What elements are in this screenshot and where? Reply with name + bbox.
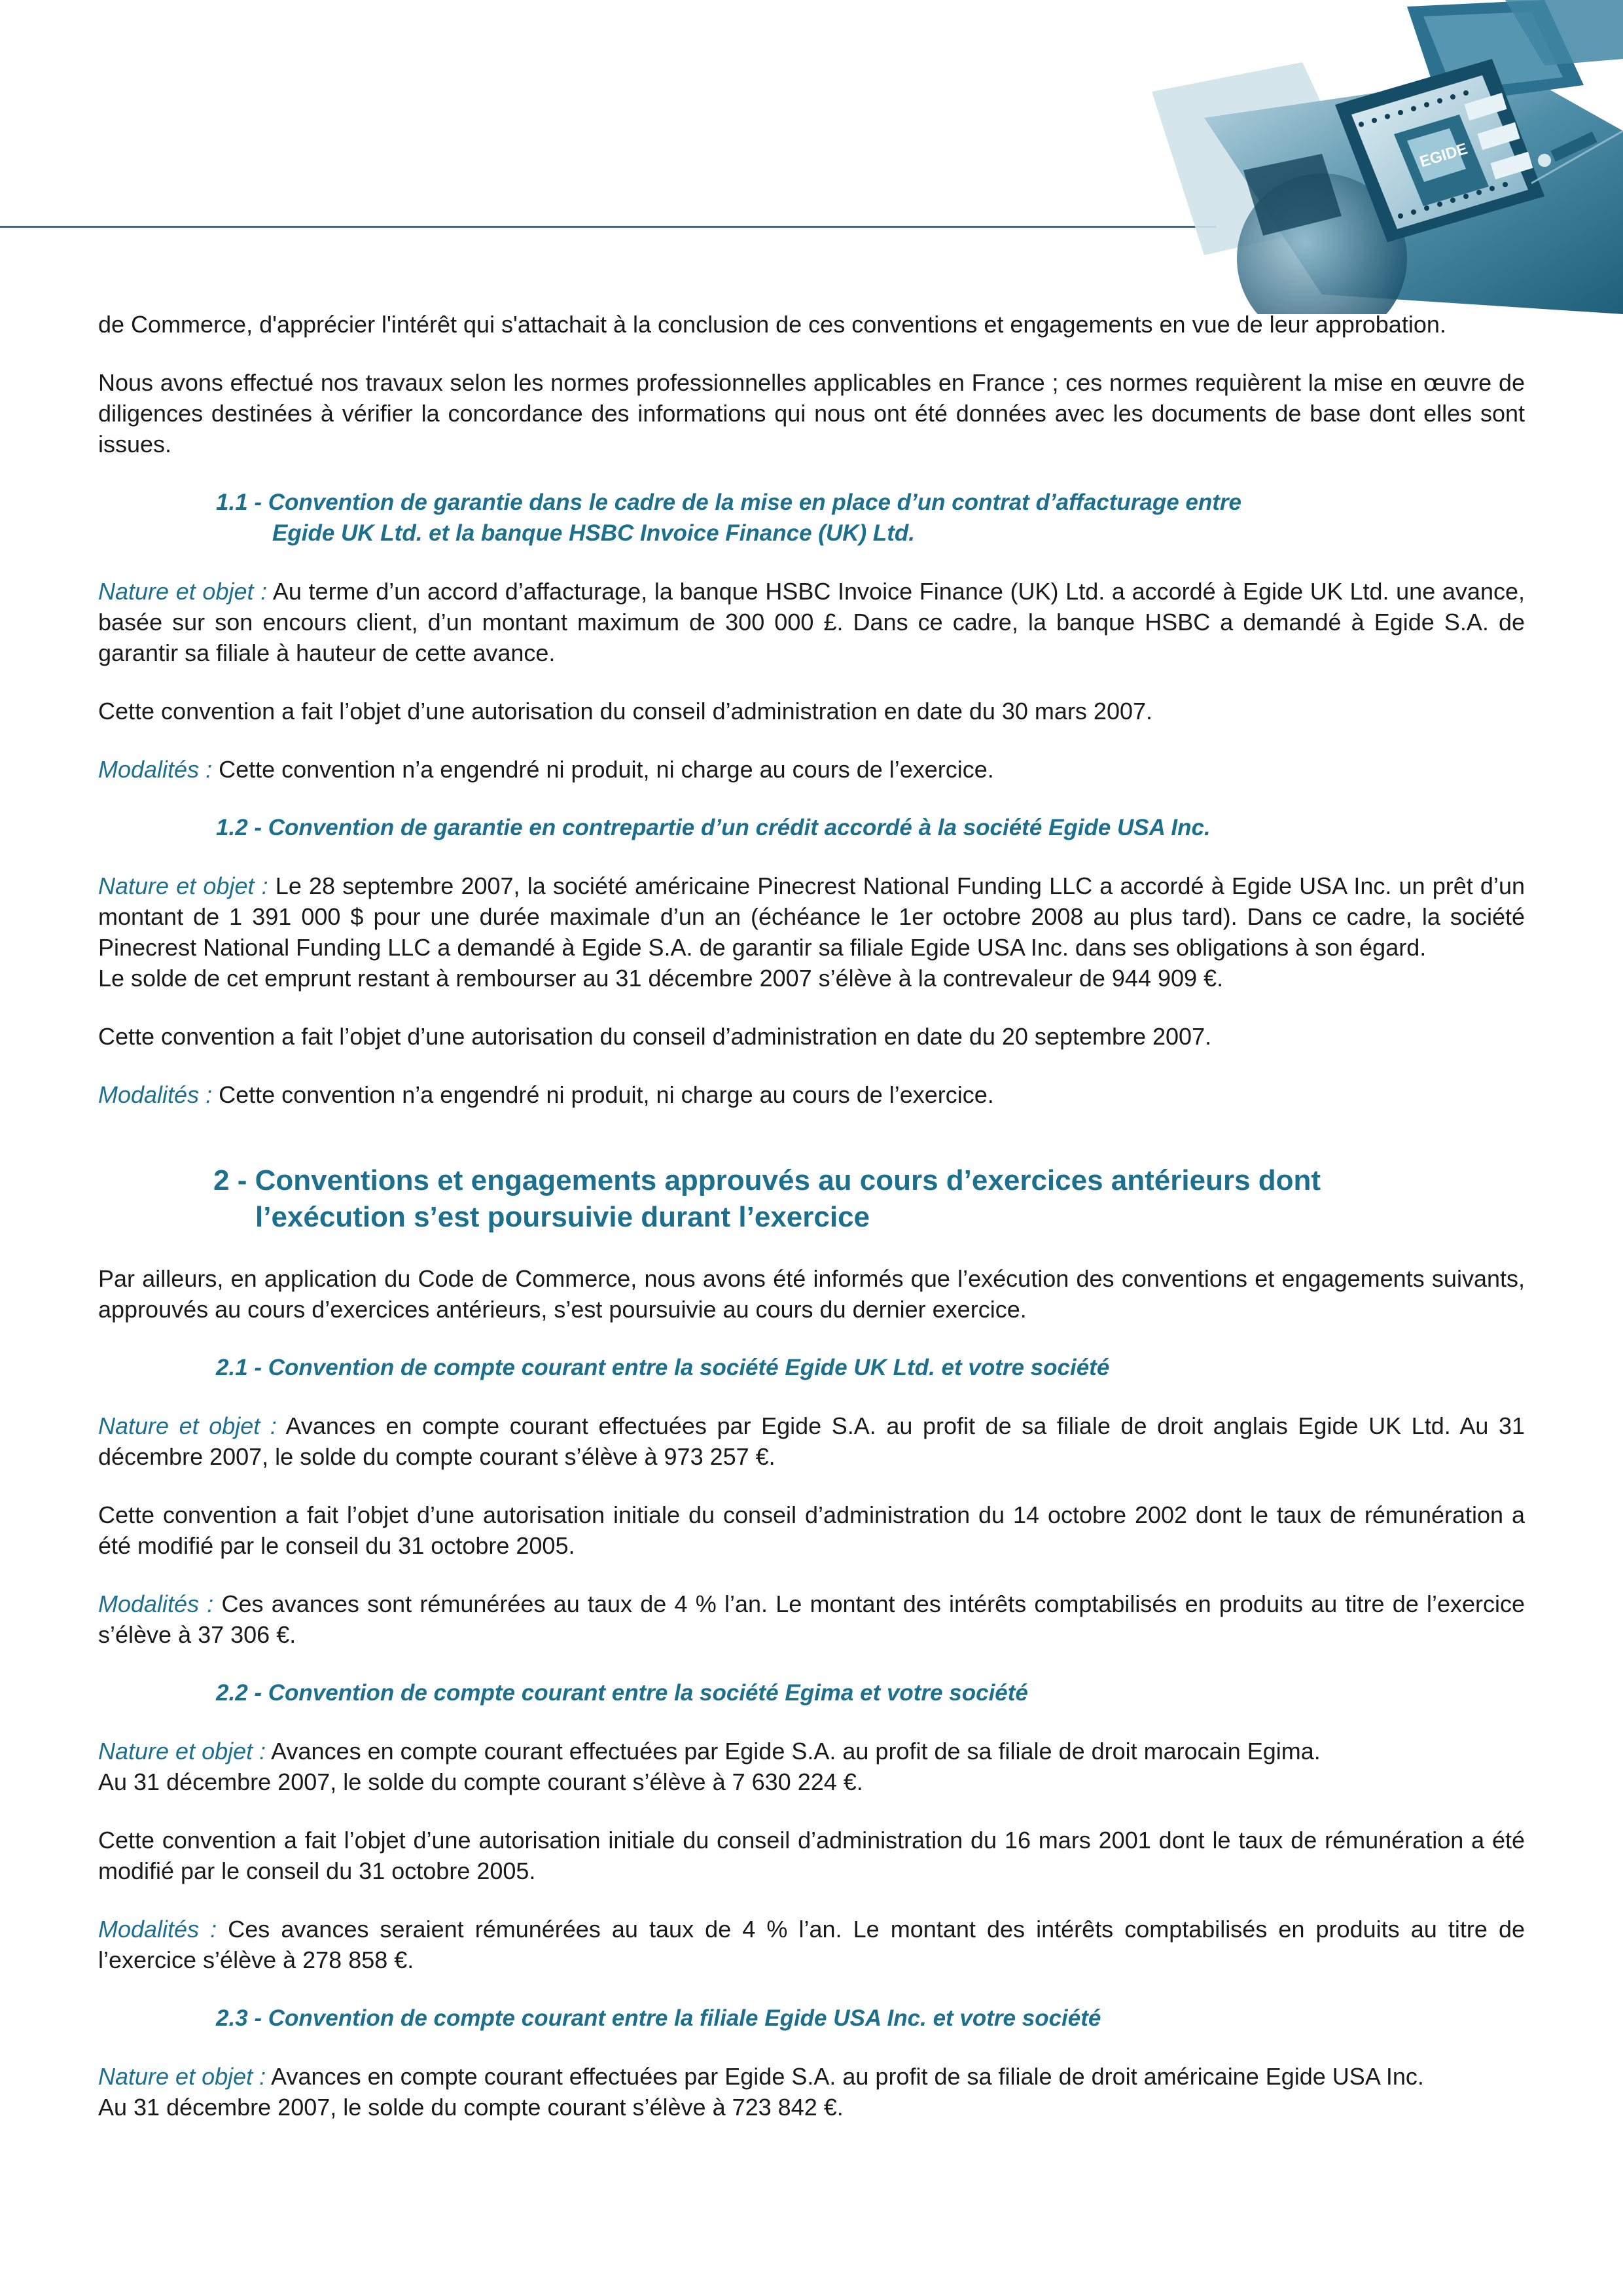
s2-1-nature-text: Avances en compte courant effectuées par Egide S.A. au profit de sa filiale de droit anglais Egide UK Ltd. Au 31 décembre 2007, le solde du compte courant s’élève à 973 257 €. [98,1412,1525,1470]
heading-1-1-line2: Egide UK Ltd. et la banque HSBC Invoice Finance (UK) Ltd. [272,520,916,546]
nature-label: Nature et objet : [98,578,268,605]
heading-2-3: 2.3 - Convention de compte courant entre la filiale Egide USA Inc. et votre société [216,2005,1101,2031]
s1-1-nature-text: Au terme d’un accord d’affacturage, la banque HSBC Invoice Finance (UK) Ltd. a accordé à Egide UK Ltd. une avance, basée sur son encours client, d’un montant maximum de 300 000 £. Dans ce cadre, la banque HSBC a demandé à Egide S.A. de garantir sa filiale à hauteur de cette avance. [98,578,1525,666]
s1-1-autorisation: Cette convention a fait l’objet d’une autorisation du conseil d’administration en date du 30 mars 2007. [98,698,1153,725]
s2-2-autorisation: Cette convention a fait l’objet d’une autorisation initiale du conseil d’administration du 16 mars 2001 dont le taux de rémunération a été modifié par le conseil du 31 octobre 2005. [98,1827,1525,1884]
s2-1-nature [98,1410,1525,1472]
s1-1-nature [98,576,1525,668]
modalites-label: Modalités : [98,1081,213,1108]
s2-2-nature-text: Avances en compte courant effectuées par Egide S.A. au profit de sa filiale de droit marocain Egima. [266,1738,1321,1765]
s1-2-modalites-text: Cette convention n’a engendré ni produit, ni charge au cours de l’exercice. [212,1081,994,1108]
modalites-label: Modalités : [98,756,213,783]
section-2-intro: Par ailleurs, en application du Code de Commerce, nous avons été informés que l’exécution des conventions et engagements suivants, approuvés au cours d’exercices antérieurs, s’est poursuivie au cours du dernier exercice. [98,1265,1525,1323]
heading-2-2: 2.2 - Convention de compte courant entre la société Egima et votre société [216,1680,1028,1706]
intro-paragraph: de Commerce, d'apprécier l'intérêt qui s'attachait à la conclusion de ces conventions et engagements en vue de leur approbation. [98,311,1446,338]
heading-1-1-line1: 1.1 - Convention de garantie dans le cadre de la mise en place d’un contrat d’affacturage entre [216,490,1242,515]
heading-1-2: 1.2 - Convention de garantie en contrepartie d’un crédit accordé à la société Egide USA Inc. [216,815,1211,840]
section-2-heading-line2: l’exécution s’est poursuivie durant l’exercice [255,1201,870,1233]
s1-2-nature [98,870,1525,963]
egide-logo-text: EGIDE [1418,139,1470,171]
heading-2-1: 2.1 - Convention de compte courant entre la société Egide UK Ltd. et votre société [216,1355,1110,1380]
s2-2-modalites-text: Ces avances seraient rémunérées au taux de 4 % l’an. Le montant des intérêts comptabilisés en produits au titre de l’exercice s’élève à 278 858 €. [98,1916,1525,1973]
section-2-heading [213,1162,1525,1236]
s2-2-solde: Au 31 décembre 2007, le solde du compte courant s’élève à 7 630 224 €. [98,1768,863,1795]
document-body [98,309,1525,2150]
s2-3-nature-text: Avances en compte courant effectuées par Egide S.A. au profit de sa filiale de droit américaine Egide USA Inc. [266,2063,1424,2090]
s1-2-nature-text: Le 28 septembre 2007, la société américaine Pinecrest National Funding LLC a accordé à Egide USA Inc. un prêt d’un montant de 1 391 000 $ pour une durée maximale d’un an (échéance le 1er octobre 2008 au plus tard). Dans ce cadre, la société Pinecrest National Funding LLC a demandé à Egide S.A. de garantir sa filiale Egide USA Inc. dans ses obligations à son égard. [98,872,1525,961]
s1-1-modalites-text: Cette convention n’a engendré ni produit, ni charge au cours de l’exercice. [212,756,994,783]
work-paragraph: Nous avons effectué nos travaux selon les normes professionnelles applicables en France ; ces normes requièrent la mise en œuvre de diligences destinées à vérifier la concordance des informations qui nous ont été données avec les documents de base dont elles sont issues. [98,369,1525,457]
nature-label: Nature et objet : [98,2063,266,2090]
nature-label: Nature et objet : [98,872,268,899]
nature-label: Nature et objet : [98,1738,266,1765]
heading-1-1 [216,487,1525,548]
egide-banner-illustration [1126,0,1623,314]
s1-2-modalites [98,1079,1525,1110]
modalites-label: Modalités : [98,1590,214,1617]
nature-label: Nature et objet : [98,1412,277,1439]
s2-2-modalites [98,1914,1525,1975]
s1-2-solde: Le solde de cet emprunt restant à rembourser au 31 décembre 2007 s’élève à la contrevaleur de 944 909 €. [98,965,1224,992]
s2-1-modalites [98,1588,1525,1650]
s1-1-modalites [98,754,1525,785]
s2-3-nature [98,2061,1525,2092]
header-rule [0,226,1216,228]
s1-2-autorisation: Cette convention a fait l’objet d’une autorisation du conseil d’administration en date du 20 septembre 2007. [98,1023,1212,1050]
s2-1-modalites-text: Ces avances sont rémunérées au taux de 4 % l’an. Le montant des intérêts comptabilisés en produits au titre de l’exercice s’élève à 37 306 €. [98,1590,1525,1648]
s2-1-autorisation: Cette convention a fait l’objet d’une autorisation initiale du conseil d’administration du 14 octobre 2002 dont le taux de rémunération a été modifié par le conseil du 31 octobre 2005. [98,1501,1525,1559]
s2-2-nature [98,1736,1525,1767]
modalites-label: Modalités : [98,1916,217,1943]
s2-3-solde: Au 31 décembre 2007, le solde du compte courant s’élève à 723 842 €. [98,2094,844,2121]
section-2-heading-line1: 2 - Conventions et engagements approuvés au cours d’exercices antérieurs dont [213,1164,1321,1196]
